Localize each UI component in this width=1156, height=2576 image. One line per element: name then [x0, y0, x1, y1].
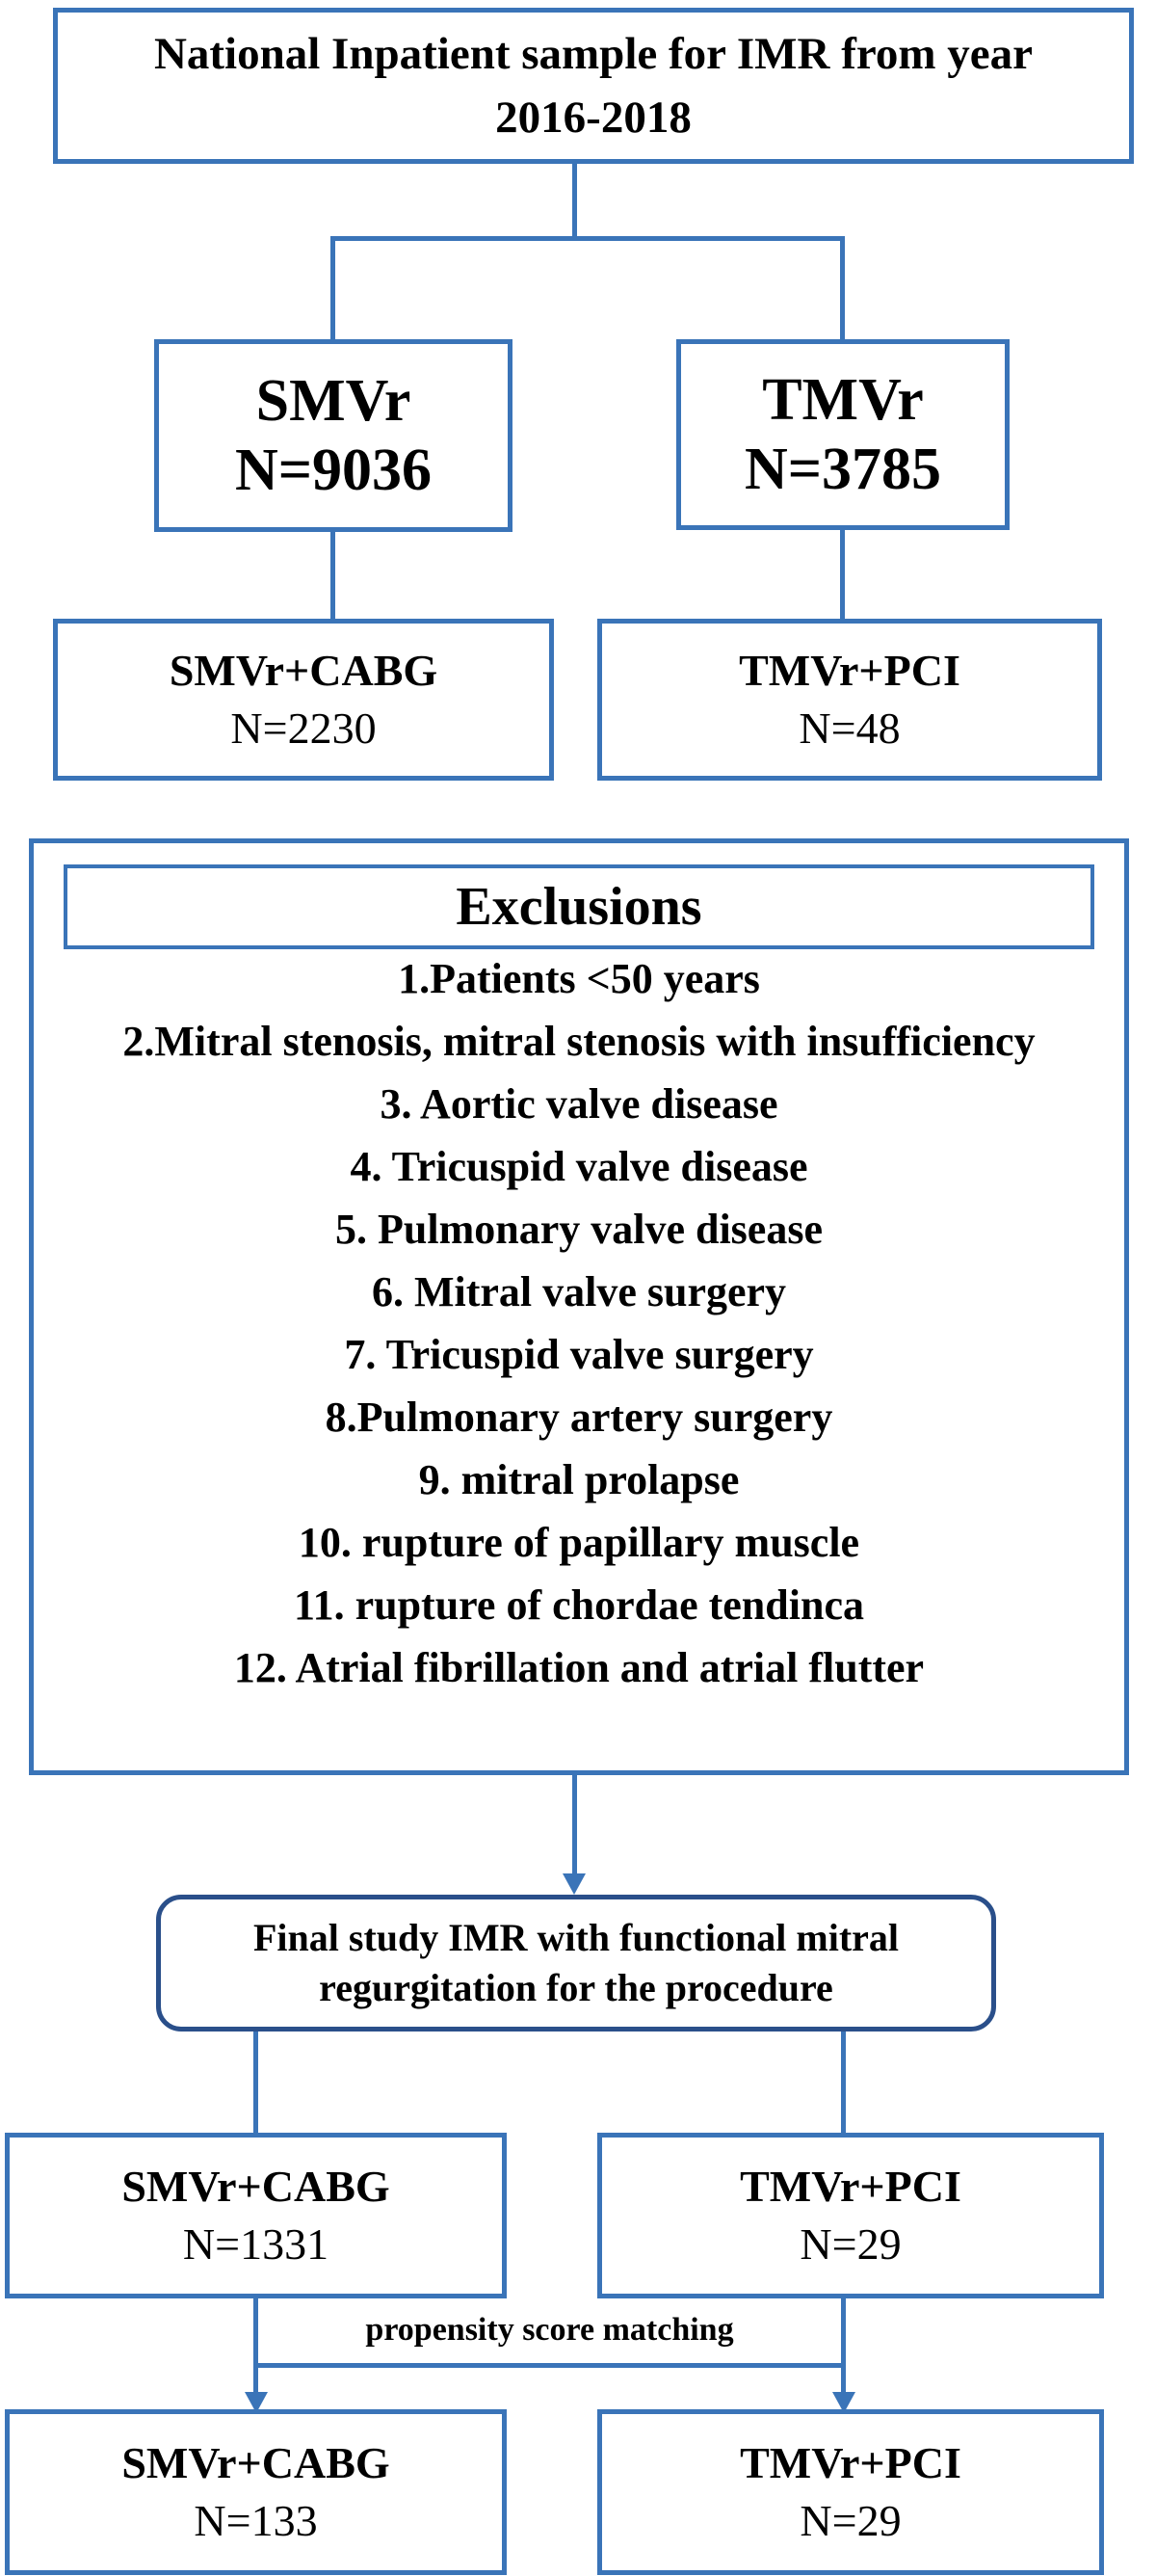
- final-study-text: Final study IMR with functional mitral regurgitation for the procedure: [252, 1916, 900, 2009]
- connector-final-to-smvr2: [253, 2029, 258, 2135]
- connector-to-tmvr: [840, 236, 845, 339]
- psm-label: propensity score matching: [365, 2312, 734, 2348]
- exclusions-title-box: [64, 864, 1094, 949]
- tmvr-pci-name-1: TMVr+PCI: [739, 646, 960, 695]
- exclusion-item: 6. Mitral valve surgery: [371, 1268, 787, 1315]
- tmvr-name: TMVr: [762, 367, 924, 433]
- smvr-cabg-name-2: SMVr+CABG: [121, 2162, 390, 2211]
- connector-top-split: [330, 236, 845, 241]
- smvr-cabg-name-1: SMVr+CABG: [169, 646, 438, 695]
- exclusion-item: 8.Pulmonary artery surgery: [325, 1394, 833, 1441]
- tmvr-pci-box-3: [597, 2409, 1104, 2575]
- connector-psm-right: [841, 2296, 846, 2402]
- final-study-box: [156, 1895, 996, 2032]
- tmvr-pci-name-3: TMVr+PCI: [740, 2438, 961, 2487]
- smvr-box: [154, 339, 512, 532]
- smvr-name: SMVr: [255, 368, 411, 434]
- exclusion-item: 5. Pulmonary valve disease: [335, 1206, 823, 1253]
- connector-exclusions-to-final: [572, 1773, 577, 1877]
- connector-tmvr-to-pci: [840, 528, 845, 623]
- exclusion-item: 1.Patients <50 years: [398, 955, 760, 1002]
- tmvr-pci-box-1: [597, 619, 1102, 781]
- arrowhead-final: [563, 1873, 586, 1895]
- exclusion-item: 11. rupture of chordae tendinca: [294, 1581, 864, 1629]
- connector-psm-horizontal: [253, 2363, 846, 2368]
- exclusion-item: 9. mitral prolapse: [418, 1456, 740, 1503]
- smvr-cabg-count-2: N=1331: [182, 2219, 329, 2269]
- exclusions-title: Exclusions: [456, 877, 702, 937]
- exclusion-item: 7. Tricuspid valve surgery: [344, 1331, 814, 1378]
- nis-source-title: National Inpatient sample for IMR from year 2016-2018: [153, 29, 1034, 143]
- exclusion-item: 3. Aortic valve disease: [380, 1080, 778, 1128]
- connector-to-smvr: [330, 236, 335, 339]
- smvr-cabg-box-2: [5, 2133, 507, 2298]
- tmvr-pci-box-2: [597, 2133, 1104, 2298]
- smvr-cabg-count-1: N=2230: [230, 704, 377, 753]
- tmvr-pci-count-2: N=29: [800, 2219, 902, 2269]
- connector-smvr-to-cabg: [330, 530, 335, 623]
- smvr-cabg-name-3: SMVr+CABG: [121, 2438, 390, 2487]
- exclusion-item: 10. rupture of papillary muscle: [298, 1519, 860, 1566]
- smvr-cabg-box-3: [5, 2409, 507, 2575]
- tmvr-pci-count-3: N=29: [800, 2496, 902, 2545]
- nis-source-box: [53, 8, 1134, 164]
- smvr-cabg-box-1: [53, 619, 554, 781]
- tmvr-pci-name-2: TMVr+PCI: [740, 2162, 961, 2211]
- smvr-count: N=9036: [234, 438, 433, 503]
- connector-top-down: [572, 162, 577, 239]
- tmvr-box: [676, 339, 1010, 530]
- exclusions-list: [97, 947, 1061, 1699]
- exclusions-box: [29, 838, 1129, 1775]
- smvr-cabg-count-3: N=133: [194, 2496, 318, 2545]
- tmvr-count: N=3785: [744, 437, 942, 502]
- exclusion-item: 12. Atrial fibrillation and atrial flutter: [233, 1644, 925, 1691]
- exclusion-item: 4. Tricuspid valve disease: [350, 1143, 808, 1190]
- connector-final-to-tmvr2: [841, 2029, 846, 2135]
- tmvr-pci-count-1: N=48: [799, 704, 901, 753]
- exclusion-item: 2.Mitral stenosis, mitral stenosis with insufficiency: [122, 1018, 1036, 1065]
